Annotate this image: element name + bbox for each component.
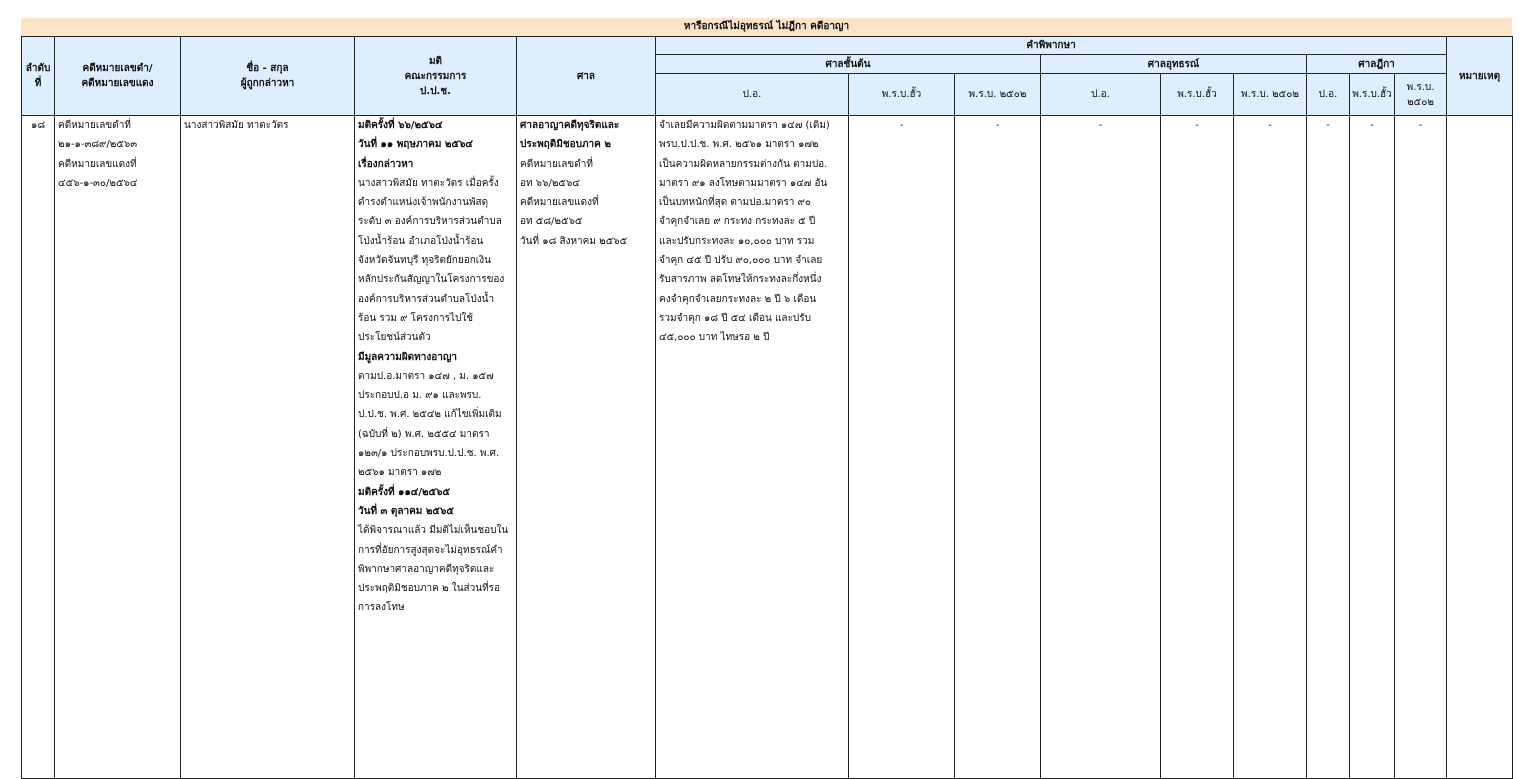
- resolution-line: ป.ป.ช. พ.ศ. ๒๕๔๒ แก้ไขเพิ่มเติม: [358, 409, 502, 421]
- header-supreme-po: ป.อ.: [1307, 74, 1350, 116]
- resolution-line: (ฉบับที่ ๒) พ.ศ. ๒๕๕๔ มาตรา: [358, 428, 490, 440]
- resolution-line: โป่งน้ำร้อน อำเภอโป่งน้ำร้อน: [358, 235, 484, 247]
- court-line: ประพฤติมิชอบภาค ๒: [520, 139, 611, 151]
- resolution-line: มีมูลความผิดทางอาญา: [358, 351, 458, 363]
- header-supreme-pr: พ.ร.บ.ฮั้ว: [1350, 74, 1395, 116]
- verdict-line: เป็นความผิดหลายกรรมต่างกัน ตามปอ.: [659, 158, 828, 170]
- cell-accused-name: นางสาวพิสมัย ทาตะวัตร: [181, 116, 355, 779]
- resolution-line: ประโยชน์ส่วนตัว: [358, 332, 431, 344]
- cell-dash: -: [1350, 116, 1395, 779]
- header-appeal-court: ศาลอุทธรณ์: [1041, 55, 1307, 74]
- verdict-line: เป็นบทหนักที่สุด ตามปอ.มาตรา ๙๐: [659, 197, 811, 209]
- table-title-banner: หารือกรณีไม่อุทธรณ์ ไม่ฎีกา คดีอาญา: [21, 18, 1512, 36]
- cell-dash: -: [955, 116, 1041, 779]
- court-line: อท ๕๘/๒๕๖๕: [520, 216, 583, 228]
- verdict-line: จำคุก ๔๕ ปี ปรับ ๙๐,๐๐๐ บาท จำเลย: [659, 255, 823, 267]
- resolution-line: มติครั้งที่ ๑๑๔/๒๕๖๕: [358, 486, 451, 498]
- cell-court: [517, 116, 656, 779]
- cell-remark: [1447, 116, 1513, 779]
- resolution-line: การที่อัยการสูงสุดจะไม่อุทธรณ์คำ: [358, 544, 503, 556]
- resolution-line: เรื่องกล่าวหา: [358, 158, 414, 170]
- header-case: คดีหมายเลขดำ/ คดีหมายเลขแดง: [55, 37, 181, 116]
- header-remark: หมายเหตุ: [1447, 37, 1513, 116]
- cell-resolution: [355, 116, 517, 779]
- resolution-line: ระดับ ๓ องค์การบริหารส่วนตำบล: [358, 216, 502, 228]
- resolution-line: ประกอบป.อ ม. ๙๑ และพรบ.: [358, 390, 482, 402]
- cell-no: ๑๘: [22, 116, 55, 779]
- table-row: [22, 116, 1513, 779]
- resolution-line: ตามป.อ.มาตรา ๑๔๗ , ม. ๑๕๗: [358, 370, 494, 382]
- cell-dash: -: [849, 116, 955, 779]
- header-court: ศาล: [517, 37, 656, 116]
- resolution-line: ประพฤติมิชอบภาค ๒ ในส่วนที่รอ: [358, 583, 501, 595]
- resolution-line: หลักประกันสัญญาในโครงการของ: [358, 274, 505, 286]
- court-line: ศาลอาญาคดีทุจริตและ: [520, 120, 620, 131]
- court-line: คดีหมายเลขดำที่: [520, 158, 593, 170]
- resolution-line: วันที่ ๓ ตุลาคม ๒๕๖๕: [358, 505, 454, 517]
- header-resolution: มติ คณะกรรมการ ป.ป.ช.: [355, 37, 517, 116]
- cell-dash: -: [1307, 116, 1350, 779]
- court-line: อท ๖๖/๒๕๖๔: [520, 177, 580, 189]
- header-first-po: ป.อ.: [656, 74, 849, 116]
- resolution-line: ได้พิจารณาแล้ว มีมติไม่เห็นชอบใน: [358, 525, 509, 537]
- header-name: ชื่อ - สกุล ผู้ถูกกล่าวหา: [181, 37, 355, 116]
- header-verdict: คำพิพากษา: [656, 37, 1447, 55]
- cell-dash: -: [1395, 116, 1447, 779]
- verdict-line: รวมจำคุก ๑๘ ปี ๕๔ เดือน และปรับ: [659, 312, 812, 324]
- resolution-line: จังหวัดจันทบุรี ทุจริตยักยอกเงิน: [358, 255, 491, 267]
- verdict-line: รับสารภาพ ลดโทษให้กระทงละกึ่งหนึ่ง: [659, 274, 822, 286]
- verdict-line: จำคุกจำเลย ๙ กระทง กระทงละ ๕ ปี: [659, 216, 816, 228]
- header-no: ลำดับ ที่: [22, 37, 55, 116]
- resolution-line: พิพากษาศาลอาญาคดีทุจริตและ: [358, 563, 495, 575]
- court-line: วันที่ ๑๘ สิงหาคม ๒๕๖๕: [520, 235, 628, 247]
- header-first-court: ศาลชั้นต้น: [656, 55, 1041, 74]
- cell-dash: -: [1161, 116, 1234, 779]
- court-line: คดีหมายเลขแดงที่: [520, 197, 599, 209]
- cell-first-po-verdict: [656, 116, 849, 779]
- header-appeal-po: ป.อ.: [1041, 74, 1161, 116]
- verdict-line: และปรับกระทงละ ๑๐,๐๐๐ บาท รวม: [659, 235, 815, 247]
- cell-dash: -: [1234, 116, 1307, 779]
- cell-case-numbers: คดีหมายเลขดำที่ ๒๑-๑-๓๘๙/๒๕๖๓ คดีหมายเลขแดงที่ ๔๕๖-๑-๓๐/๒๕๖๔: [55, 116, 181, 779]
- header-first-pr: พ.ร.บ.ฮั้ว: [849, 74, 955, 116]
- verdict-line: จำเลยมีความผิดตามมาตรา ๑๔๗ (เดิม): [659, 120, 830, 131]
- resolution-line: ดำรงตำแหน่งเจ้าพนักงานพัสดุ: [358, 197, 489, 209]
- verdict-line: คงจำคุกจำเลยกระทงละ ๒ ปี ๖ เดือน: [659, 293, 817, 305]
- resolution-line: วันที่ ๑๑ พฤษภาคม ๒๕๖๔: [358, 139, 473, 151]
- cell-dash: -: [1041, 116, 1161, 779]
- resolution-line: การลงโทษ: [358, 602, 405, 614]
- header-supreme-court: ศาลฎีกา: [1307, 55, 1447, 74]
- resolution-line: ร้อน รวม ๙ โครงการไปใช้: [358, 312, 474, 324]
- verdict-line: ๔๕,๐๐๐ บาท ไทษรอ ๒ ปี: [659, 332, 770, 344]
- resolution-line: องค์การบริหารส่วนตำบลโป่งน้ำ: [358, 293, 495, 305]
- verdict-line: มาตรา ๙๑ ลงโทษตามมาตรา ๑๔๗ อัน: [659, 177, 828, 189]
- resolution-line: ๒๕๖๑ มาตรา ๑๗๒: [358, 467, 442, 479]
- header-supreme-pr2502: พ.ร.บ. ๒๕๐๒: [1395, 74, 1447, 116]
- header-first-pr2502: พ.ร.บ. ๒๕๐๒: [955, 74, 1041, 116]
- case-table: [21, 36, 1513, 779]
- resolution-line: มติครั้งที่ ๖๖/๒๕๖๔: [358, 120, 443, 131]
- header-appeal-pr2502: พ.ร.บ. ๒๕๐๒: [1234, 74, 1307, 116]
- header-appeal-pr: พ.ร.บ.ฮั้ว: [1161, 74, 1234, 116]
- resolution-line: ๑๒๓/๑ ประกอบพรบ.ป.ป.ช. พ.ศ.: [358, 448, 500, 460]
- resolution-line: นางสาวพิสมัย ทาตะวัตร เมื่อครั้ง: [358, 177, 499, 189]
- verdict-line: พรบ.ป.ป.ช. พ.ศ. ๒๕๖๑ มาตรา ๑๗๒: [659, 139, 819, 151]
